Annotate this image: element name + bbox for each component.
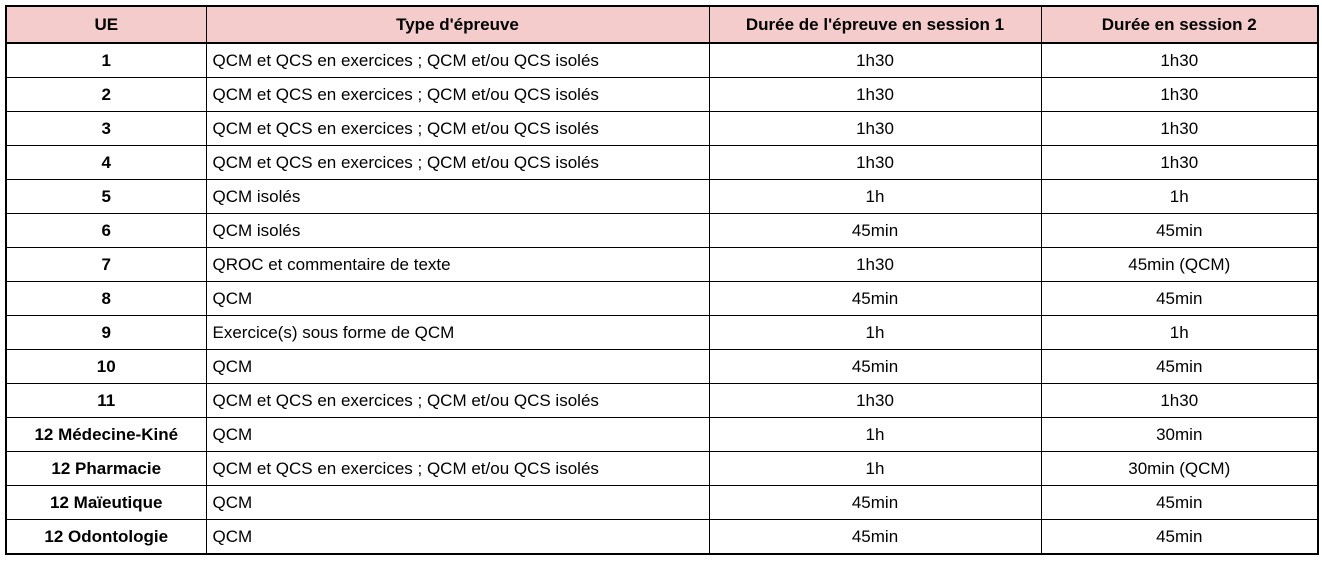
- table-row: [6, 180, 1318, 214]
- header-ue: UE: [6, 6, 206, 43]
- table-row: [6, 418, 1318, 452]
- header-row: [6, 6, 1318, 43]
- table-row: [6, 146, 1318, 180]
- cell-exam-type: QCM: [206, 520, 709, 555]
- cell-session-2: 45min: [1041, 214, 1318, 248]
- cell-exam-type: QCM et QCS en exercices ; QCM et/ou QCS isolés: [206, 43, 709, 78]
- cell-session-2: 45min (QCM): [1041, 248, 1318, 282]
- cell-ue: 12 Médecine-Kiné: [6, 418, 206, 452]
- table-row: [6, 384, 1318, 418]
- cell-ue: 7: [6, 248, 206, 282]
- table-row: [6, 112, 1318, 146]
- header-exam-type: Type d'épreuve: [206, 6, 709, 43]
- cell-exam-type: QCM et QCS en exercices ; QCM et/ou QCS isolés: [206, 112, 709, 146]
- cell-session-2: 30min: [1041, 418, 1318, 452]
- cell-session-1: 45min: [709, 520, 1041, 555]
- cell-session-1: 1h30: [709, 78, 1041, 112]
- exam-duration-table: [5, 5, 1319, 555]
- cell-ue: 12 Maïeutique: [6, 486, 206, 520]
- cell-session-1: 1h30: [709, 43, 1041, 78]
- table-row: [6, 214, 1318, 248]
- table-row: [6, 78, 1318, 112]
- cell-exam-type: QCM et QCS en exercices ; QCM et/ou QCS isolés: [206, 78, 709, 112]
- cell-ue: 11: [6, 384, 206, 418]
- header-session-2-duration: Durée en session 2: [1041, 6, 1318, 43]
- cell-session-2: 45min: [1041, 520, 1318, 555]
- cell-session-1: 45min: [709, 214, 1041, 248]
- cell-exam-type: QCM: [206, 282, 709, 316]
- cell-session-2: 45min: [1041, 350, 1318, 384]
- cell-ue: 12 Odontologie: [6, 520, 206, 555]
- cell-exam-type: Exercice(s) sous forme de QCM: [206, 316, 709, 350]
- cell-session-1: 45min: [709, 486, 1041, 520]
- cell-session-2: 1h30: [1041, 112, 1318, 146]
- cell-ue: 1: [6, 43, 206, 78]
- cell-ue: 12 Pharmacie: [6, 452, 206, 486]
- cell-exam-type: QCM isolés: [206, 214, 709, 248]
- cell-session-1: 1h: [709, 180, 1041, 214]
- cell-session-1: 45min: [709, 350, 1041, 384]
- table-row: [6, 486, 1318, 520]
- table-row: [6, 248, 1318, 282]
- cell-session-1: 1h30: [709, 384, 1041, 418]
- table-row: [6, 316, 1318, 350]
- header-session-1-duration: Durée de l'épreuve en session 1: [709, 6, 1041, 43]
- cell-ue: 8: [6, 282, 206, 316]
- cell-exam-type: QCM isolés: [206, 180, 709, 214]
- cell-session-2: 1h: [1041, 316, 1318, 350]
- cell-session-2: 1h30: [1041, 43, 1318, 78]
- cell-session-2: 1h30: [1041, 146, 1318, 180]
- cell-ue: 3: [6, 112, 206, 146]
- table-row: [6, 350, 1318, 384]
- cell-session-2: 1h30: [1041, 78, 1318, 112]
- table-header: [6, 6, 1318, 43]
- cell-exam-type: QCM: [206, 350, 709, 384]
- cell-ue: 10: [6, 350, 206, 384]
- cell-session-1: 1h30: [709, 248, 1041, 282]
- cell-ue: 2: [6, 78, 206, 112]
- cell-session-1: 45min: [709, 282, 1041, 316]
- table-row: [6, 282, 1318, 316]
- cell-session-2: 30min (QCM): [1041, 452, 1318, 486]
- cell-ue: 6: [6, 214, 206, 248]
- table-row: [6, 520, 1318, 555]
- cell-session-2: 1h: [1041, 180, 1318, 214]
- table-row: [6, 452, 1318, 486]
- cell-exam-type: QCM et QCS en exercices ; QCM et/ou QCS isolés: [206, 146, 709, 180]
- cell-session-1: 1h30: [709, 112, 1041, 146]
- cell-session-2: 1h30: [1041, 384, 1318, 418]
- cell-session-2: 45min: [1041, 282, 1318, 316]
- cell-ue: 5: [6, 180, 206, 214]
- cell-exam-type: QCM: [206, 486, 709, 520]
- cell-exam-type: QCM: [206, 418, 709, 452]
- table-body: [6, 43, 1318, 554]
- cell-session-2: 45min: [1041, 486, 1318, 520]
- cell-session-1: 1h: [709, 418, 1041, 452]
- cell-session-1: 1h30: [709, 146, 1041, 180]
- cell-exam-type: QCM et QCS en exercices ; QCM et/ou QCS isolés: [206, 452, 709, 486]
- cell-exam-type: QROC et commentaire de texte: [206, 248, 709, 282]
- cell-session-1: 1h: [709, 316, 1041, 350]
- cell-ue: 9: [6, 316, 206, 350]
- cell-exam-type: QCM et QCS en exercices ; QCM et/ou QCS isolés: [206, 384, 709, 418]
- cell-session-1: 1h: [709, 452, 1041, 486]
- cell-ue: 4: [6, 146, 206, 180]
- table-row: [6, 43, 1318, 78]
